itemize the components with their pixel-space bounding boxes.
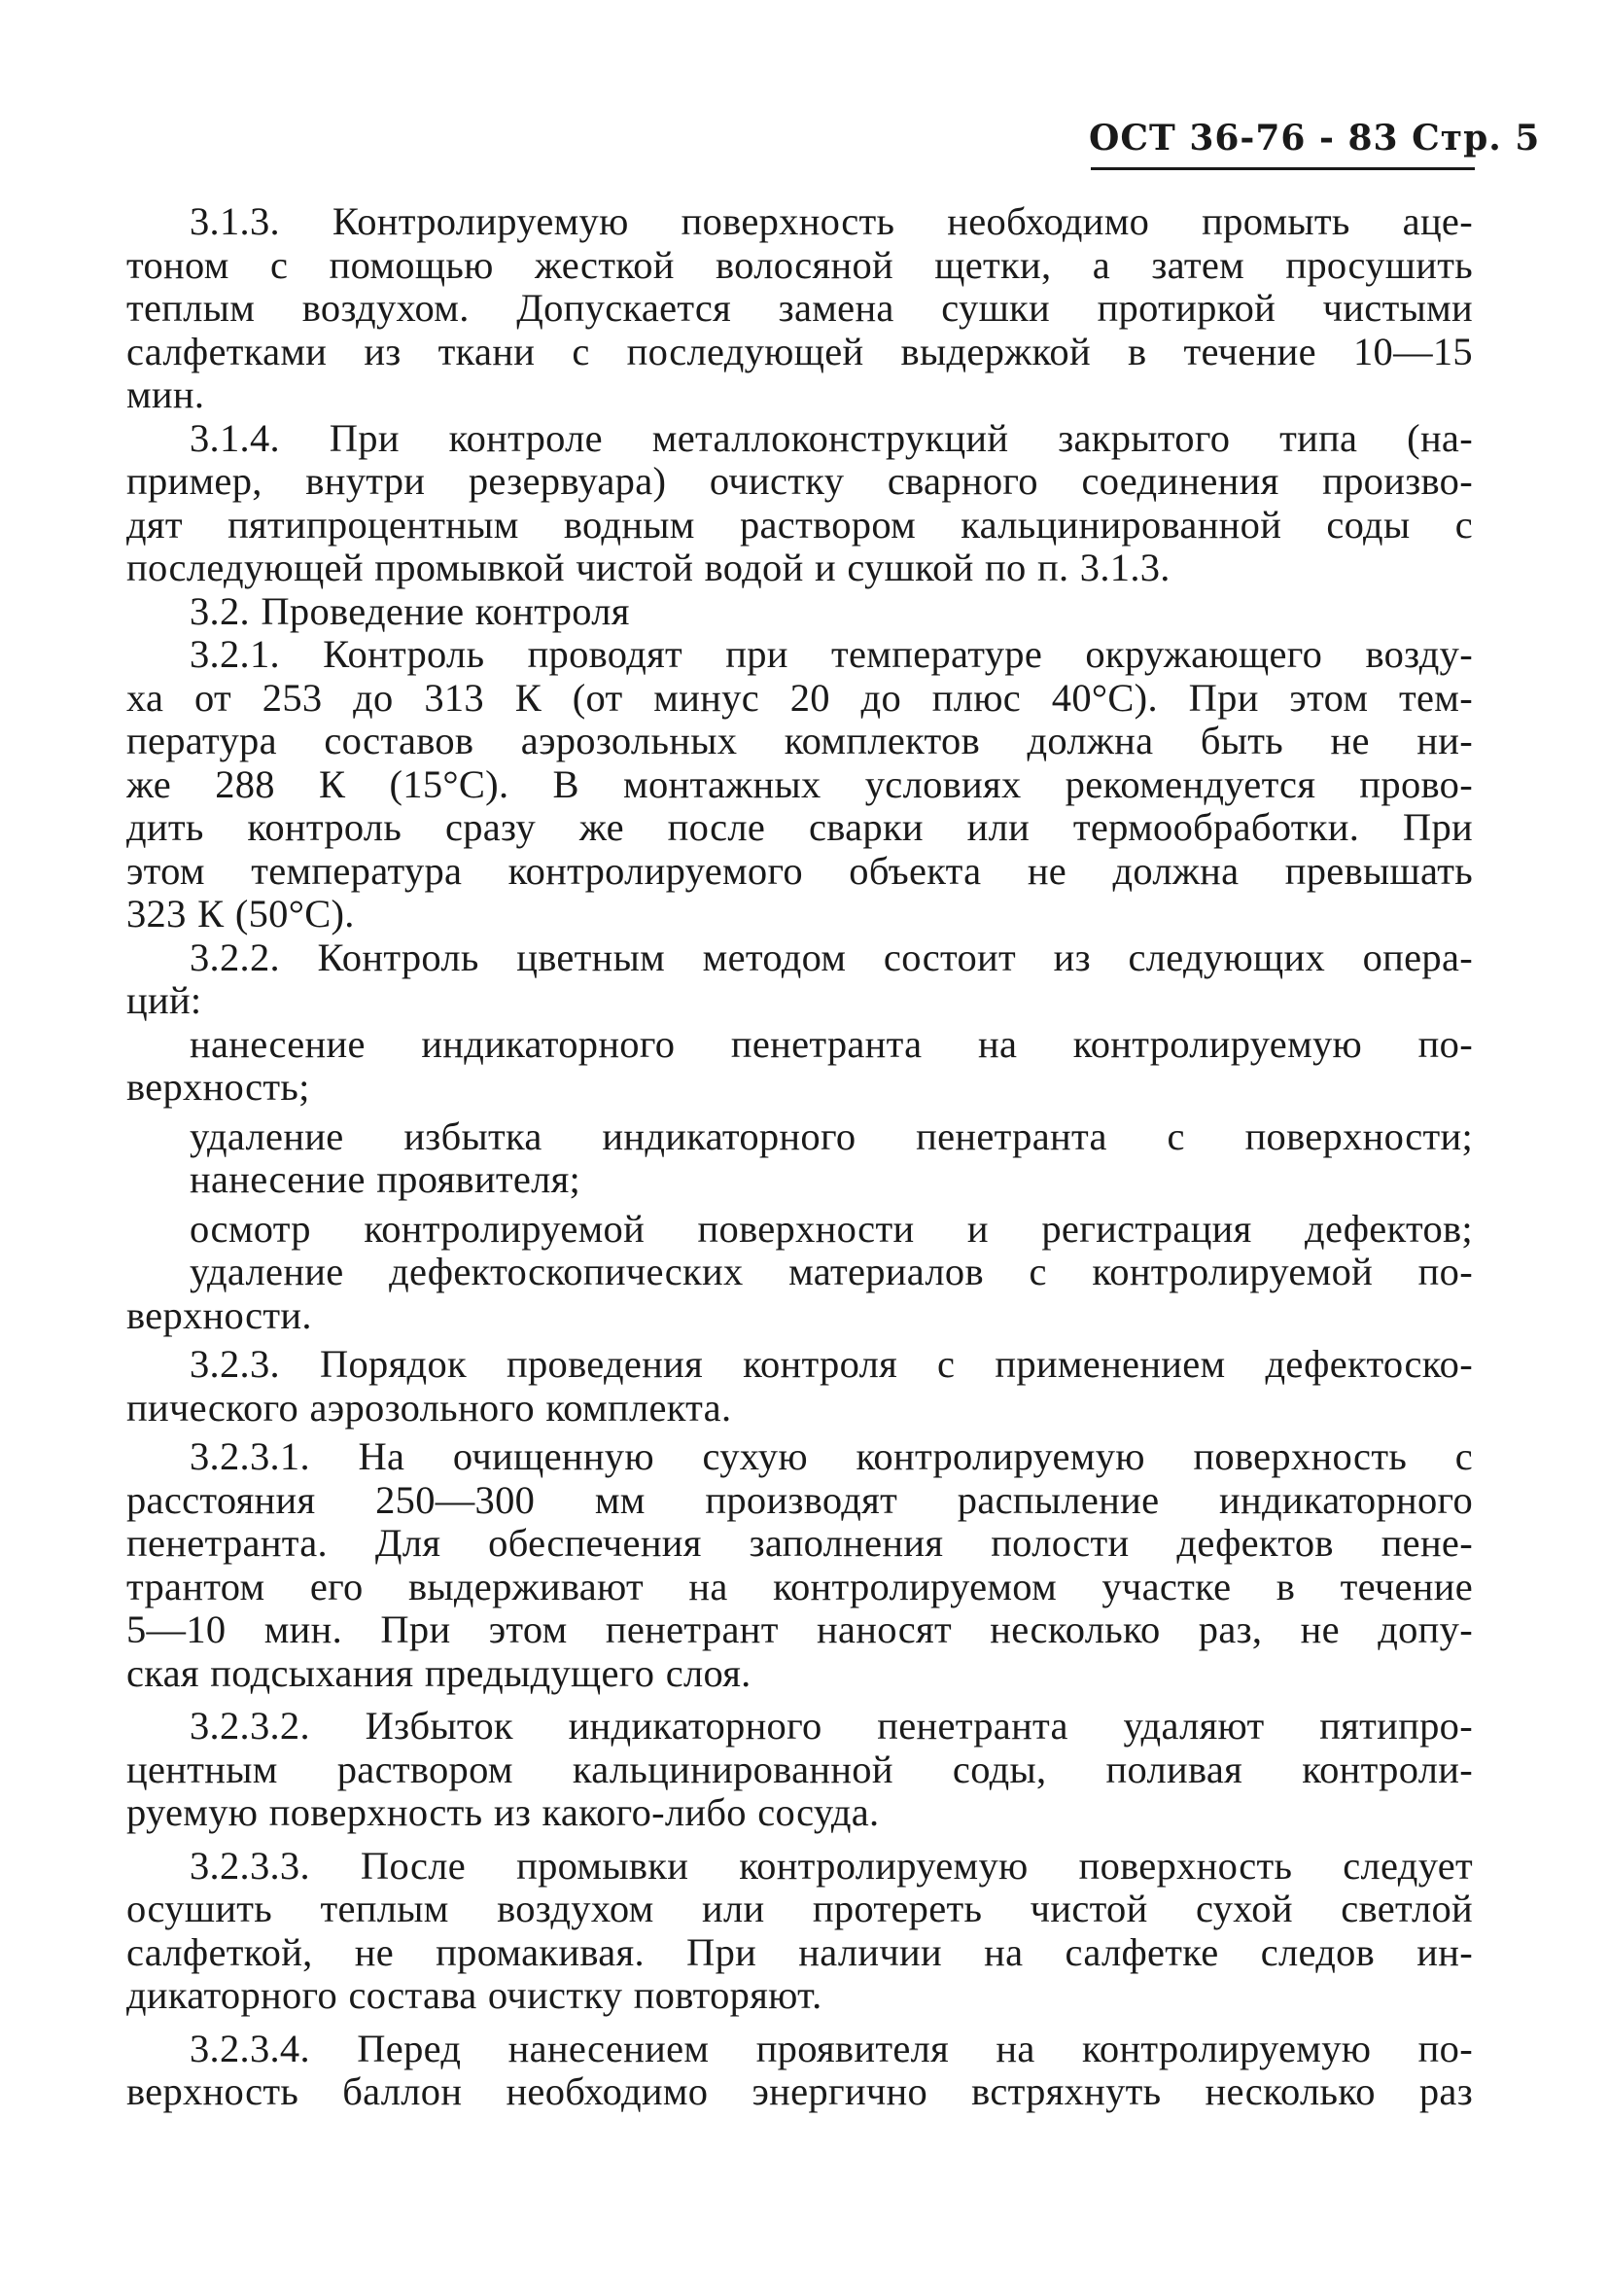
text-line: 323 К (50°С). xyxy=(126,893,355,936)
text-line: дить контроль сразу же после сварки или термообработки. При xyxy=(126,806,1473,849)
text-line: 3.2.2. Контроль цветным методом состоит из следующих опера- xyxy=(190,936,1473,979)
text-line: теплым воздухом. Допускается замена сушки протиркой чистыми xyxy=(126,287,1473,330)
header-rule xyxy=(1091,167,1475,170)
text-line: салфетками из ткани с последующей выдержкой в течение 10—15 xyxy=(126,330,1473,373)
text-line: пенетранта. Для обеспечения заполнения полости дефектов пене- xyxy=(126,1522,1473,1565)
text-line: 3.2.3.2. Избыток индикаторного пенетранта удаляют пятипро- xyxy=(190,1705,1473,1748)
text-line: 3.1.4. При контроле металлоконструкций закрытого типа (на- xyxy=(190,416,1473,460)
running-header: ОСТ 36-76 - 83 Стр. 5 xyxy=(1089,118,1541,159)
text-line: ций: xyxy=(126,979,202,1022)
text-line: пического аэрозольного комплекта. xyxy=(126,1386,732,1430)
text-line: верхности. xyxy=(126,1293,312,1337)
text-line: трантом его выдерживают на контролируемом участке в течение xyxy=(126,1565,1473,1608)
text-line: дикаторного состава очистку повторяют. xyxy=(126,1974,822,2017)
body-text xyxy=(126,200,1473,2114)
text-line: тоном с помощью жесткой волосяной щетки, а затем просушить xyxy=(126,243,1473,287)
text-line: 3.2.3.3. После промывки контролируемую поверхность следует xyxy=(190,1844,1473,1888)
text-line: 3.2.3.4. Перед нанесением проявителя на контролируемую по- xyxy=(190,2027,1473,2070)
text-line: 3.2.3.1. На очищенную сухую контролируемую поверхность с xyxy=(190,1435,1473,1478)
text-line: верхность; xyxy=(126,1066,310,1109)
text-line: удаление избытка индикаторного пенетранта с поверхности; xyxy=(190,1114,1473,1158)
text-line: 3.2.3. Порядок проведения контроля с применением дефектоско- xyxy=(190,1343,1473,1386)
text-line: центным раствором кальцинированной соды, поливая контроли- xyxy=(126,1748,1473,1791)
text-line: 3.2.1. Контроль проводят при температуре окружающего возду- xyxy=(190,633,1473,676)
text-line: 3.2. Проведение контроля xyxy=(190,589,630,633)
text-line: верхность баллон необходимо энергично встряхнуть несколько раз xyxy=(126,2070,1473,2113)
text-line: этом температура контролируемого объекта не должна превышать xyxy=(126,849,1473,893)
text-line: дят пятипроцентным водным раствором кальцинированной соды с xyxy=(126,503,1473,547)
text-line: пример, внутри резервуара) очистку сварного соединения произво- xyxy=(126,460,1473,503)
text-line: 5—10 мин. При этом пенетрант наносят несколько раз, не допу- xyxy=(126,1608,1473,1651)
text-line: последующей промывкой чистой водой и сушкой по п. 3.1.3. xyxy=(126,547,1171,589)
text-line: же 288 К (15°С). В монтажных условиях рекомендуется прово- xyxy=(126,762,1473,806)
text-line: осмотр контролируемой поверхности и регистрация дефектов; xyxy=(190,1207,1473,1251)
text-line: нанесение проявителя; xyxy=(190,1158,581,1201)
text-line: расстояния 250—300 мм производят распыление индикаторного xyxy=(126,1478,1473,1522)
text-line: пература составов аэрозольных комплектов должна быть не ни- xyxy=(126,720,1473,762)
text-line: салфеткой, не промакивая. При наличии на салфетке следов ин- xyxy=(126,1930,1473,1974)
text-line: ха от 253 до 313 К (от минус 20 до плюс 40°С). При этом тем- xyxy=(126,676,1473,720)
text-line: мин. xyxy=(126,373,205,416)
text-line: руемую поверхность из какого-либо сосуда. xyxy=(126,1791,880,1834)
text-line: 3.1.3. Контролируемую поверхность необходимо промыть аце- xyxy=(190,200,1473,243)
text-line: ская подсыхания предыдущего слоя. xyxy=(126,1651,752,1695)
text-line: удаление дефектоскопических материалов с контролируемой по- xyxy=(190,1251,1473,1293)
text-line: осушить теплым воздухом или протереть чистой сухой светлой xyxy=(126,1888,1473,1930)
text-line: нанесение индикаторного пенетранта на контролируемую по- xyxy=(190,1022,1473,1066)
